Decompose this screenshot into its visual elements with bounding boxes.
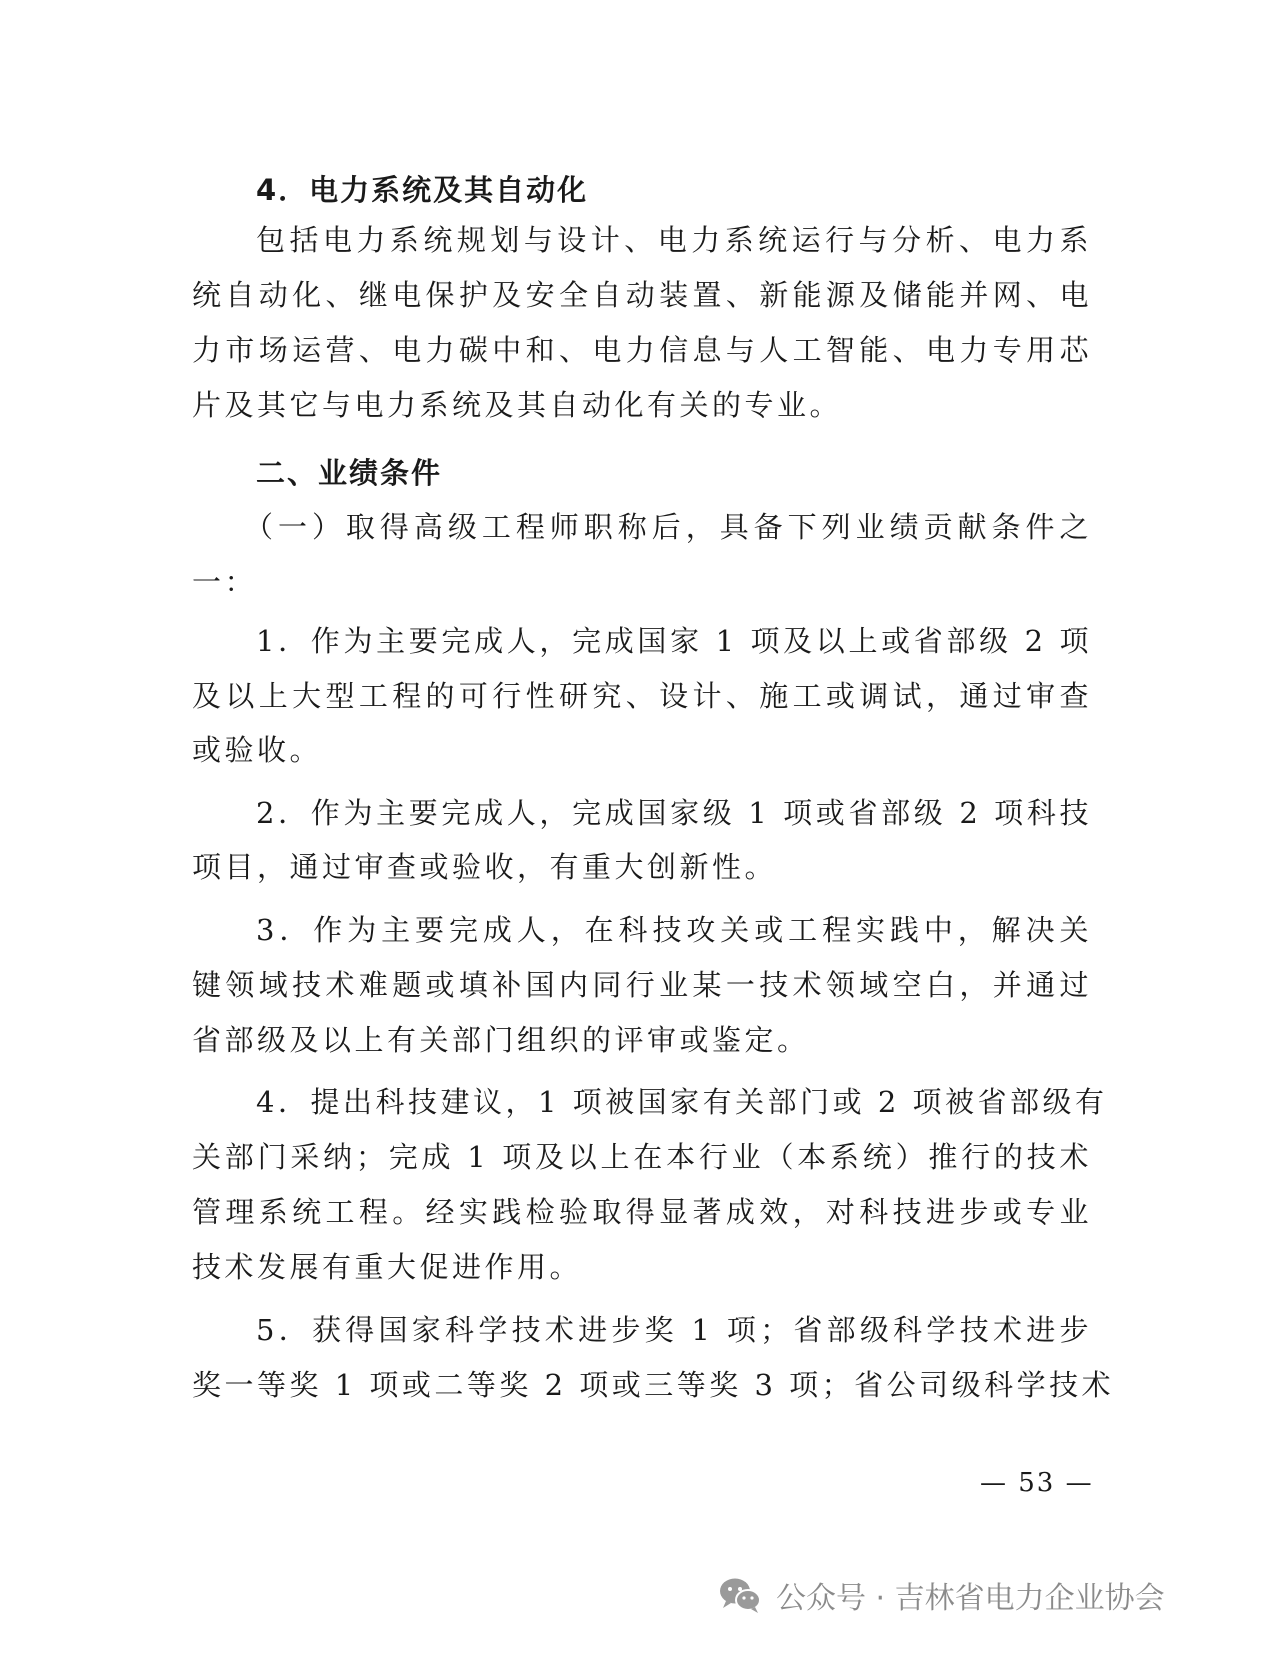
paragraph-line: 片及其它与电力系统及其自动化有关的专业。 <box>192 388 843 422</box>
paragraph-line: 省部级及以上有关部门组织的评审或鉴定。 <box>192 1023 810 1057</box>
paragraph-line: 管理系统工程。经实践检验取得显著成效，对科技进步或专业 <box>192 1195 1092 1229</box>
wechat-icon <box>718 1575 762 1615</box>
paragraph-line: 2．作为主要完成人，完成国家级 1 项或省部级 2 项科技 <box>256 796 1092 830</box>
paragraph-line: 关部门采纳；完成 1 项及以上在本行业（本系统）推行的技术 <box>192 1140 1092 1174</box>
paragraph-line: （一）取得高级工程师职称后，具备下列业绩贡献条件之 <box>244 510 1092 544</box>
paragraph-line: 3．作为主要完成人，在科技攻关或工程实践中，解决关 <box>256 913 1092 947</box>
paragraph-line: 奖一等奖 1 项或二等奖 2 项或三等奖 3 项；省公司级科学技术 <box>192 1368 1115 1402</box>
paragraph-line: 技术发展有重大促进作用。 <box>192 1250 583 1284</box>
paragraph-line: 及以上大型工程的可行性研究、设计、施工或调试，通过审查 <box>192 679 1092 713</box>
paragraph-line: 项目，通过审查或验收，有重大创新性。 <box>192 850 778 884</box>
watermark-text: 公众号 · 吉林省电力企业协会 <box>776 1581 1165 1616</box>
paragraph-line: 统自动化、继电保护及安全自动装置、新能源及储能并网、电 <box>192 278 1092 312</box>
paragraph-line: 力市场运营、电力碳中和、电力信息与人工智能、电力专用芯 <box>192 333 1092 367</box>
paragraph-line: 包括电力系统规划与设计、电力系统运行与分析、电力系 <box>256 223 1092 257</box>
paragraph-line: 一： <box>192 565 258 599</box>
paragraph-line: 5．获得国家科学技术进步奖 1 项；省部级科学技术进步 <box>256 1313 1092 1347</box>
paragraph-line: 1．作为主要完成人，完成国家 1 项及以上或省部级 2 项 <box>256 624 1092 658</box>
page-number: — 53 — <box>980 1468 1094 1498</box>
paragraph-line: 4．提出科技建议，1 项被国家有关部门或 2 项被省部级有 <box>256 1085 1108 1119</box>
paragraph-line: 键领域技术难题或填补国内同行业某一技术领域空白，并通过 <box>192 968 1092 1002</box>
section-heading: 二、业绩条件 <box>256 456 443 490</box>
wechat-watermark <box>718 1570 1165 1620</box>
subsection-heading: 4．电力系统及其自动化 <box>256 173 589 207</box>
paragraph-line: 或验收。 <box>192 733 323 767</box>
